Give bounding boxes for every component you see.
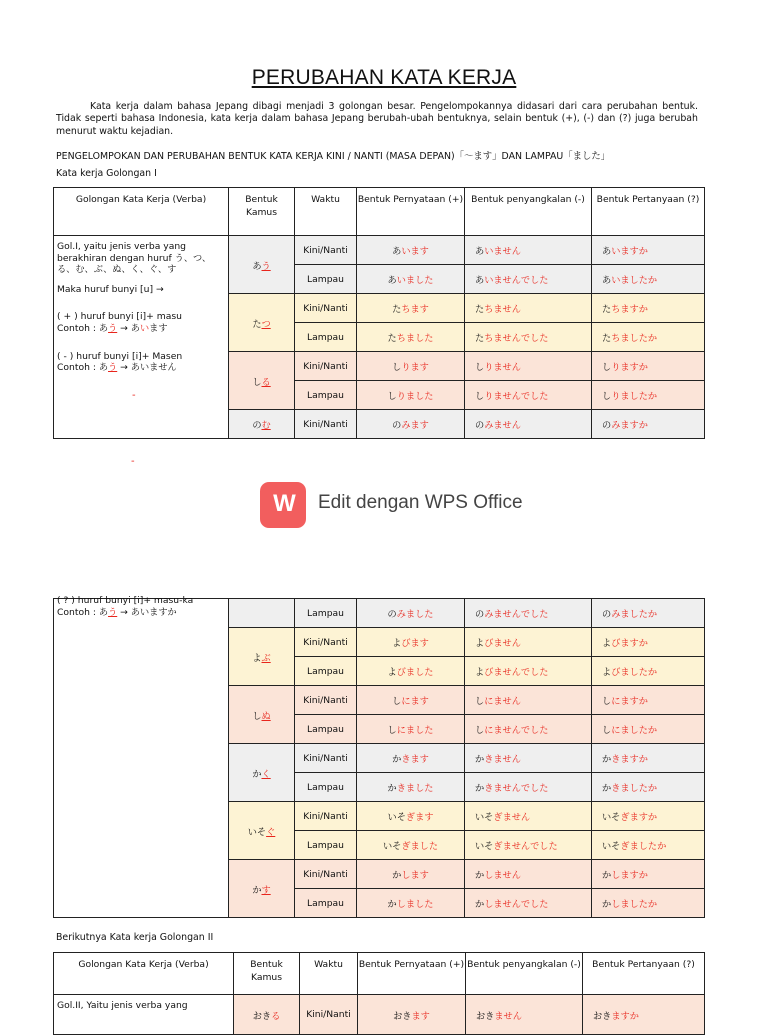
question-form: しりましたか	[592, 381, 705, 410]
dictionary-form: よぶ	[229, 628, 295, 686]
wps-banner[interactable]	[260, 482, 540, 528]
golongan1-description	[54, 236, 229, 439]
description-line: Gol.I, yaitu jenis verba yang berakhiran dengan huruf う、つ、る、む、ぶ、ぬ、く、ぐ、す	[57, 241, 212, 276]
positive-form: しりました	[357, 381, 465, 410]
golongan2-description: Gol.II, Yaitu jenis verba yang	[54, 995, 234, 1035]
time-label: Lampau	[295, 265, 357, 294]
negative-form: かしません	[465, 860, 592, 889]
table-row	[54, 995, 705, 1035]
header-penyangkalan: Bentuk penyangkalan (-)	[466, 953, 583, 995]
negative-form: かきませんでした	[465, 773, 592, 802]
question-form: のみますか	[592, 410, 705, 439]
negative-form: かきません	[465, 744, 592, 773]
example-line: Contoh : あう → あいますか	[57, 606, 177, 618]
time-label: Kini/Nanti	[295, 410, 357, 439]
header-pernyataan: Bentuk Pernyataan (+)	[358, 953, 466, 995]
time-label: Lampau	[295, 381, 357, 410]
question-form: おきますか	[583, 995, 705, 1035]
question-form: たちましたか	[592, 323, 705, 352]
time-label: Kini/Nanti	[295, 294, 357, 323]
table-header-row	[54, 188, 705, 236]
negative-form: よびませんでした	[465, 657, 592, 686]
dictionary-form: のむ	[229, 410, 295, 439]
golongan1-table-continued	[53, 595, 705, 918]
wps-logo-icon: W	[260, 482, 306, 528]
time-label: Lampau	[295, 773, 357, 802]
negative-form: しにません	[465, 686, 592, 715]
positive-form: いそぎました	[357, 831, 465, 860]
golongan1-description-continued	[54, 595, 229, 918]
negative-form: いそぎませんでした	[465, 831, 592, 860]
dictionary-form-continued	[229, 599, 295, 628]
question-form: しにますか	[592, 686, 705, 715]
negative-form: おきません	[466, 995, 583, 1035]
negative-form: しにませんでした	[465, 715, 592, 744]
time-label: Lampau	[295, 657, 357, 686]
example-line: Contoh : あう → あいます	[57, 322, 168, 334]
time-label: Lampau	[295, 715, 357, 744]
negative-form: かしませんでした	[465, 889, 592, 918]
dictionary-form: たつ	[229, 294, 295, 352]
time-label: Kini/Nanti	[295, 628, 357, 657]
dictionary-form: しる	[229, 352, 295, 410]
positive-form: たちました	[357, 323, 465, 352]
positive-form: かします	[357, 860, 465, 889]
negative-form: のみませんでした	[465, 599, 592, 628]
golongan2-table	[53, 952, 705, 1035]
golongan1-table	[53, 187, 705, 439]
dictionary-form: いそぐ	[229, 802, 295, 860]
dictionary-form: かす	[229, 860, 295, 918]
positive-form: のみました	[357, 599, 465, 628]
negative-form: たちません	[465, 294, 592, 323]
time-label: Kini/Nanti	[295, 860, 357, 889]
positive-form: しにました	[357, 715, 465, 744]
question-form: かしましたか	[592, 889, 705, 918]
question-form: あいますか	[592, 236, 705, 265]
time-label: Kini/Nanti	[295, 352, 357, 381]
positive-form: かきました	[357, 773, 465, 802]
negative-form: しりませんでした	[465, 381, 592, 410]
dictionary-form: おきる	[234, 995, 300, 1035]
positive-form: しにます	[357, 686, 465, 715]
header-penyangkalan: Bentuk penyangkalan (-)	[465, 188, 592, 236]
description-line: ( - ) huruf bunyi [i]+ Masen	[57, 350, 183, 362]
question-form: あいましたか	[592, 265, 705, 294]
header-pernyataan: Bentuk Pernyataan (+)	[357, 188, 465, 236]
positive-form: かきます	[357, 744, 465, 773]
positive-form: かしました	[357, 889, 465, 918]
golongan2-heading: Berikutnya Kata kerja Golongan II	[56, 932, 214, 943]
description-line: ( + ) huruf bunyi [i]+ masu	[57, 311, 182, 323]
table-row	[54, 599, 705, 628]
section-heading: PENGELOMPOKAN DAN PERUBAHAN BENTUK KATA KERJA KINI / NANTI (MASA DEPAN)「〜ます」DAN LAMPAU「ました」	[56, 151, 611, 162]
header-golongan: Golongan Kata Kerja (Verba)	[54, 953, 234, 995]
header-bentuk-kamus: Bentuk Kamus	[229, 188, 295, 236]
header-waktu: Waktu	[300, 953, 358, 995]
dash-mark: -	[131, 456, 135, 467]
wps-edit-link[interactable]: Edit dengan WPS Office	[318, 492, 523, 513]
question-form: いそぎましたか	[592, 831, 705, 860]
positive-form: しります	[357, 352, 465, 381]
negative-form: あいません	[465, 236, 592, 265]
time-label: Lampau	[295, 831, 357, 860]
question-form: いそぎますか	[592, 802, 705, 831]
question-form: かきましたか	[592, 773, 705, 802]
time-label: Lampau	[295, 889, 357, 918]
dictionary-form: あう	[229, 236, 295, 294]
negative-form: よびません	[465, 628, 592, 657]
positive-form: あいます	[357, 236, 465, 265]
intro-text: Kata kerja dalam bahasa Jepang dibagi menjadi 3 golongan besar. Pengelompokannya didasari dari cara perubahan bentuk. Tidak seperti bahasa Indonesia, kata kerja dalam bahasa Jepang berubah-ubah bentuknya, selain bentuk (+), (-) dan (?) juga berubah menurut waktu kejadian.	[56, 101, 698, 137]
question-form: のみましたか	[592, 599, 705, 628]
question-form: しりますか	[592, 352, 705, 381]
time-label: Lampau	[295, 599, 357, 628]
header-waktu: Waktu	[295, 188, 357, 236]
question-form: よびましたか	[592, 657, 705, 686]
question-form: たちますか	[592, 294, 705, 323]
time-label: Kini/Nanti	[295, 686, 357, 715]
dictionary-form: かく	[229, 744, 295, 802]
positive-form: いそぎます	[357, 802, 465, 831]
negative-form: たちませんでした	[465, 323, 592, 352]
negative-form: あいませんでした	[465, 265, 592, 294]
dictionary-form: しぬ	[229, 686, 295, 744]
table-row	[54, 236, 705, 265]
positive-form: よびました	[357, 657, 465, 686]
header-pertanyaan: Bentuk Pertanyaan (?)	[583, 953, 705, 995]
positive-form: おきます	[358, 995, 466, 1035]
question-form: しにましたか	[592, 715, 705, 744]
header-bentuk-kamus: Bentuk Kamus	[234, 953, 300, 995]
time-label: Kini/Nanti	[300, 995, 358, 1035]
positive-form: あいました	[357, 265, 465, 294]
negative-form: いそぎません	[465, 802, 592, 831]
time-label: Kini/Nanti	[295, 236, 357, 265]
example-line: Contoh : あう → あいません	[57, 362, 177, 374]
description-line: Maka huruf bunyi [u] →	[57, 283, 164, 295]
dash-mark: -	[132, 389, 136, 401]
header-golongan: Golongan Kata Kerja (Verba)	[54, 188, 229, 236]
positive-form: たちます	[357, 294, 465, 323]
question-form: よびますか	[592, 628, 705, 657]
description-line: ( ? ) huruf bunyi [i]+ masu-ka	[57, 595, 194, 606]
negative-form: のみません	[465, 410, 592, 439]
time-label: Kini/Nanti	[295, 744, 357, 773]
time-label: Lampau	[295, 323, 357, 352]
time-label: Kini/Nanti	[295, 802, 357, 831]
positive-form: のみます	[357, 410, 465, 439]
question-form: かきますか	[592, 744, 705, 773]
page-title: PERUBAHAN KATA KERJA	[251, 66, 517, 89]
intro-paragraph	[56, 101, 698, 138]
positive-form: よびます	[357, 628, 465, 657]
question-form: かしますか	[592, 860, 705, 889]
header-pertanyaan: Bentuk Pertanyaan (?)	[592, 188, 705, 236]
golongan1-heading: Kata kerja Golongan I	[56, 168, 157, 179]
negative-form: しりません	[465, 352, 592, 381]
